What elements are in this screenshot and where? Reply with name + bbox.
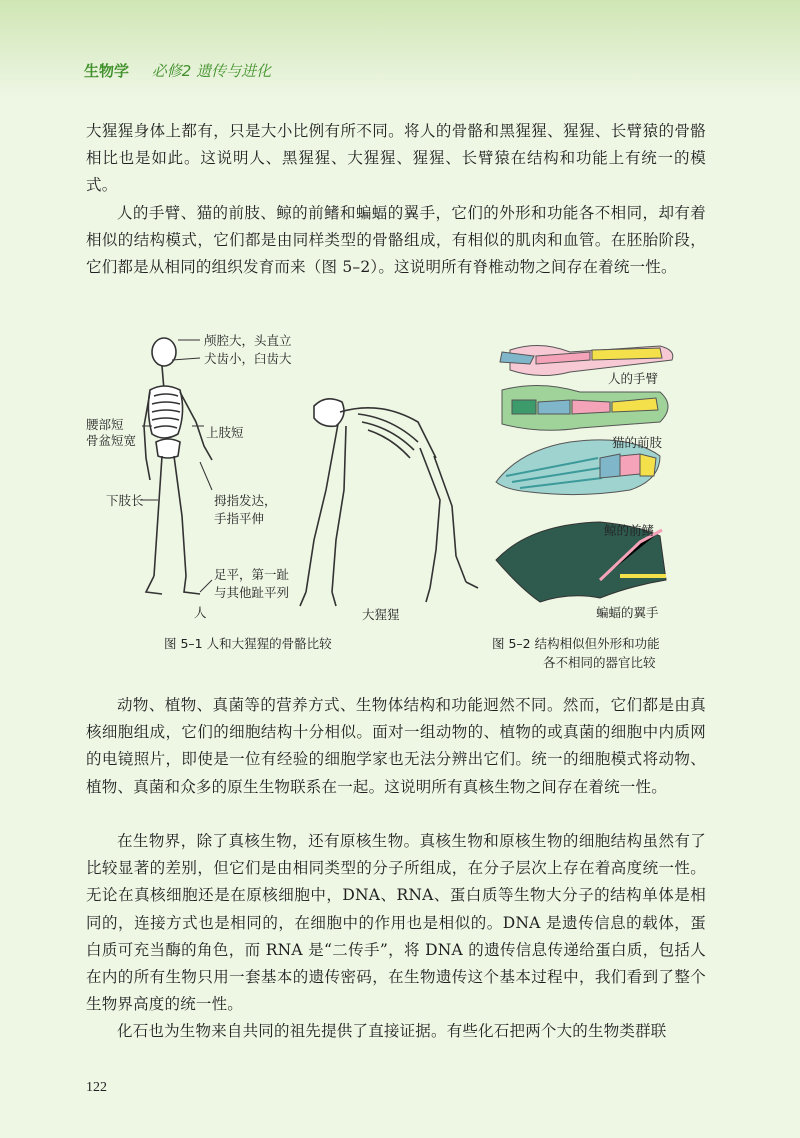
label-whale-flipper: 鲸的前鳍 xyxy=(604,523,655,538)
cat-forelimb-diagram xyxy=(502,385,668,430)
label-skull: 颅腔大，头直立 xyxy=(204,333,292,348)
page-number: 122 xyxy=(86,1080,107,1095)
label-lower-limb: 下肢长 xyxy=(106,493,144,508)
label-upper-limb: 上肢短 xyxy=(206,425,244,440)
label-waist: 腰部短 xyxy=(86,417,124,432)
paragraph-5: 化石也为生物来自共同的祖先提供了直接证据。有些化石把两个大的生物类群联 xyxy=(117,1022,667,1040)
figure-5-2-caption-line-2: 各不相同的器官比较 xyxy=(543,655,656,670)
figure-5-1-caption: 图 5–1 人和大猩猩的骨骼比较 xyxy=(164,636,332,651)
label-teeth: 犬齿小，臼齿大 xyxy=(204,351,292,366)
running-head xyxy=(84,60,271,81)
label-thumb-2: 手指平伸 xyxy=(214,511,265,526)
label-gorilla: 大猩猩 xyxy=(362,607,400,622)
label-foot-2: 与其他趾平列 xyxy=(214,585,290,600)
label-human: 人 xyxy=(194,605,207,620)
leader-teeth xyxy=(172,358,200,360)
figure-5-2-caption-line-1: 图 5–2 结构相似但外形和功能 xyxy=(492,636,660,651)
figure-area xyxy=(86,330,700,670)
paragraph-4: 在生物界，除了真核生物，还有原核生物。真核生物和原核生物的细胞结构虽然有了比较显著的差别，但它们是由相同类型的分子所组成，在分子层次上存在着高度统一性。无论在真核细胞还是在原核细胞中，DNA、RNA、蛋白质等生物大分子的结构单体是相同的，连接方式也是相同的，在细胞中的作用也是相似的。DNA 是遗传信息的载体，蛋白质可充当酶的角色，而 RNA 是“二传手”，将 DNA 的遗传信息传递给蛋白质，包括人在内的所有生物只用一套基本的遗传密码，在生物遗传这个基本过程中，我们看到了整个生物界高度的统一性。 xyxy=(86,832,706,1014)
label-cat-forelimb: 猫的前肢 xyxy=(612,435,663,450)
label-thumb-1: 拇指发达， xyxy=(214,493,277,508)
label-pelvis: 骨盆短宽 xyxy=(86,433,137,448)
label-bat-wing: 蝙蝠的翼手 xyxy=(596,605,659,620)
leader-foot xyxy=(200,580,212,592)
paragraph-1: 大猩猩身体上都有，只是大小比例有所不同。将人的骨骼和黑猩猩、猩猩、长臂猿的骨骼相比也是如此。这说明人、黑猩猩、大猩猩、猩猩、长臂猿在结构和功能上有统一的模式。 xyxy=(86,122,706,195)
book-title: 生物学 xyxy=(84,62,130,80)
volume-title: 必修2 遗传与进化 xyxy=(151,62,272,80)
leader-thumb xyxy=(200,462,212,490)
header-band xyxy=(0,0,800,96)
label-foot-1: 足平，第一趾 xyxy=(214,567,290,582)
paragraph-3: 动物、植物、真菌等的营养方式、生物体结构和功能迥然不同。然而，它们都是由真核细胞组成，它们的细胞结构十分相似。面对一组动物的、植物的或真菌的细胞中内质网的电镜照片，即使是一位有经验的细胞学家也无法分辨出它们。统一的细胞模式将动物、植物、真菌和众多的原生生物联系在一起。这说明所有真核生物之间存在着统一性。 xyxy=(86,696,706,796)
paragraph-2: 人的手臂、猫的前肢、鲸的前鳍和蝙蝠的翼手，它们的外形和功能各不相同，却有着相似的结构模式，它们都是由同样类型的骨骼组成，有相似的肌肉和血管。在胚胎阶段，它们都是从相同的组织发育而来（图 5–2）。这说明所有脊椎动物之间存在着统一性。 xyxy=(86,204,706,277)
label-human-arm: 人的手臂 xyxy=(608,371,659,386)
gorilla-skeleton xyxy=(300,399,478,606)
